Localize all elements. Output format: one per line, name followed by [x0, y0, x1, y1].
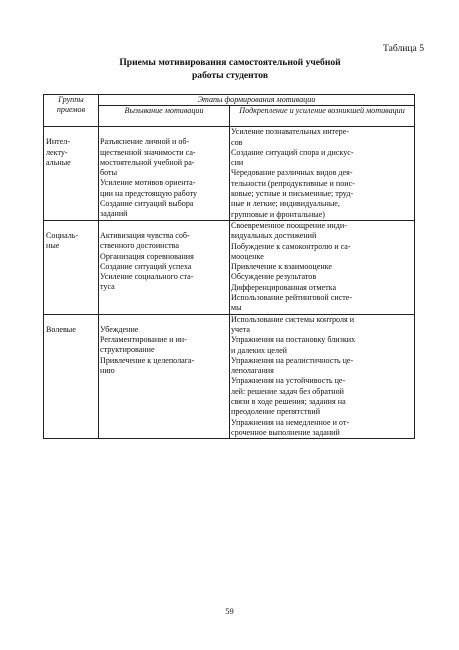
table-row — [44, 220, 415, 314]
reinforce-line: сов — [231, 137, 243, 147]
reinforce-line: ные и легкие; индивидуальные, — [231, 199, 340, 209]
evoke-line: боты — [100, 168, 118, 178]
table-label: Таблица 5 — [382, 43, 424, 54]
reinforce-line: сроченное выполнение заданий — [231, 427, 340, 437]
evoke-line: Усиление социального ста- — [100, 272, 194, 282]
table-row — [44, 314, 415, 439]
reinforce-line: групповые и фронтальные) — [231, 209, 326, 219]
page-number: 59 — [225, 606, 234, 616]
reinforce-line: и далеких целей — [231, 345, 287, 355]
evoke-line: нию — [100, 365, 115, 375]
reinforce-line: Обсуждение результатов — [231, 272, 317, 282]
table-title — [70, 57, 390, 82]
header-reinforce: Подкрепление и усиление возникшей мотивации — [230, 106, 415, 127]
reinforce-line: лей: решение задач без обратной — [231, 386, 345, 396]
reinforce-line: Использование системы контроля и — [231, 314, 355, 324]
evoke-line: туса — [100, 282, 115, 292]
header-stages: Этапы формирования мотивации — [99, 95, 415, 106]
reinforce-line: мооценке — [231, 251, 264, 261]
evoke-line: Регламентирование и ин- — [100, 334, 187, 344]
reinforce-line: видуальных достижений — [231, 231, 317, 241]
evoke-cell — [99, 127, 230, 221]
reinforce-line: связи в ходе решения; задания на — [231, 397, 346, 407]
reinforce-cell — [230, 127, 415, 221]
evoke-line: структирование — [100, 345, 155, 355]
reinforce-line: учета — [231, 324, 250, 334]
reinforce-line: мы — [231, 303, 242, 313]
evoke-line: щественной значимости са- — [100, 147, 196, 157]
evoke-line: заданий — [100, 209, 128, 219]
evoke-line: Убеждение — [100, 324, 139, 334]
reinforce-line: Побуждение к самоконтролю и са- — [231, 241, 351, 251]
group-cell: Волевые — [44, 314, 99, 439]
reinforce-line: Чередование различных видов дея- — [231, 168, 353, 178]
reinforce-line: Дифференцированная отметка — [231, 282, 337, 292]
evoke-line: Создание ситуаций выбора — [100, 199, 194, 209]
reinforce-line: Упражнения на немедленное и от- — [231, 417, 350, 427]
table-row — [44, 127, 415, 221]
reinforce-cell — [230, 220, 415, 314]
header-evoke: Вызывание мотивации — [99, 106, 230, 127]
reinforce-cell — [230, 314, 415, 439]
evoke-cell — [99, 314, 230, 439]
evoke-line: ственного достоинства — [100, 241, 179, 251]
evoke-line: Усиление мотивов ориента- — [100, 178, 196, 188]
title-line-1: Приемы мотивирования самостоятельной учебной — [119, 57, 341, 68]
evoke-line: Разъяснение личной и об- — [100, 137, 190, 147]
group-cell: Социаль- ные — [44, 220, 99, 314]
reinforce-line: Своевременное поощрение инди- — [231, 220, 347, 230]
evoke-line: Активизация чувства соб- — [100, 230, 190, 240]
reinforce-line: Усиление познавательных интере- — [231, 127, 350, 137]
reinforce-line: Создание ситуаций спора и дискус- — [231, 147, 354, 157]
reinforce-line: Упражнения на устойчивость це- — [231, 376, 346, 386]
evoke-line: мостоятельной учебной ра- — [100, 157, 195, 167]
evoke-line: Привлечение к целеполага- — [100, 355, 195, 365]
reinforce-line: Упражнения на постановку близких — [231, 335, 356, 345]
evoke-line: Организация соревнования — [100, 251, 194, 261]
evoke-line: ции на предстоящую работу — [100, 188, 198, 198]
evoke-cell — [99, 220, 230, 314]
reinforce-line: леполагания — [231, 366, 274, 376]
reinforce-line: Упражнения на реалистичность це- — [231, 355, 354, 365]
reinforce-line: преодоление препятствий — [231, 407, 321, 417]
reinforce-line: Привлечение к взаимооценке — [231, 262, 333, 272]
reinforce-line: ковые; устные и письменные; труд- — [231, 189, 354, 199]
header-groups: Группы приемов — [44, 95, 99, 127]
evoke-line: Создание ситуаций успеха — [100, 261, 192, 271]
reinforce-line: сии — [231, 158, 244, 168]
reinforce-line: Использование рейтинговой систе- — [231, 293, 353, 303]
group-cell: Интел- лекту- альные — [44, 127, 99, 221]
motivation-table — [43, 94, 415, 439]
reinforce-line: тельности (репродуктивные и поис- — [231, 178, 355, 188]
title-line-2: работы студентов — [191, 69, 269, 81]
